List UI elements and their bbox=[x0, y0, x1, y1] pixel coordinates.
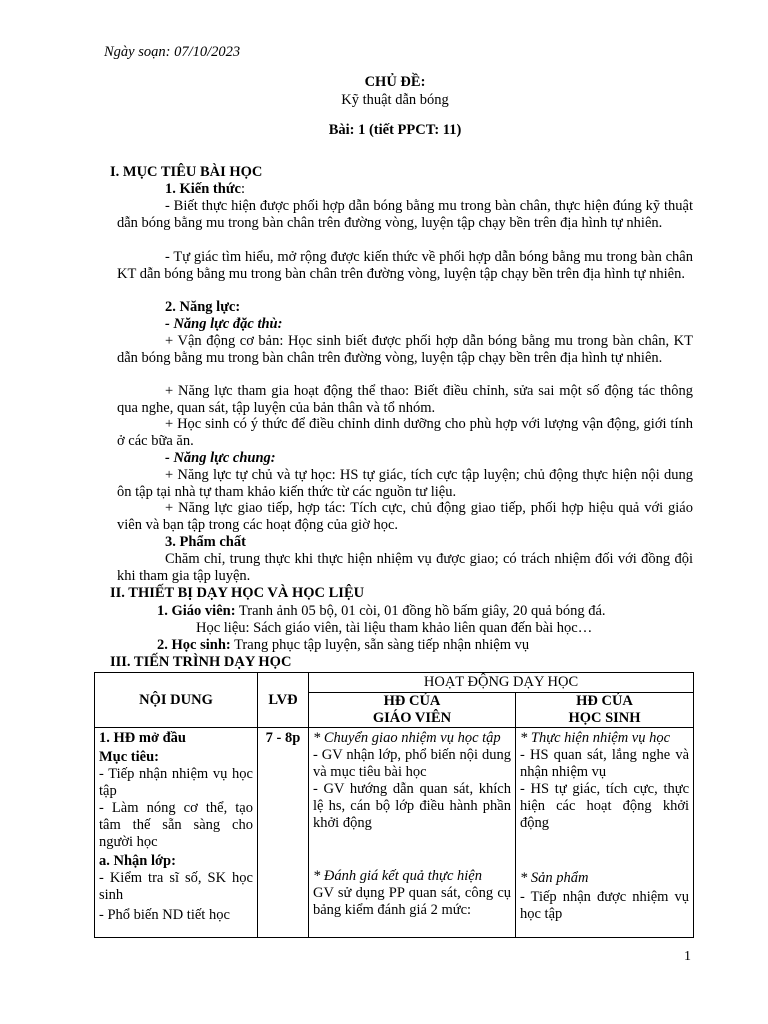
header-time: LVĐ bbox=[258, 673, 309, 728]
general-competency-1: + Năng lực tự chủ và tự học: HS tự giác, tích cực tập luyện; chủ động thực hiện nội dung ôn tập tại nhà tự tham khảo kiến thức từ các nguồn tư liệu. bbox=[117, 467, 693, 500]
header-teacher-line-1: HĐ CỦA bbox=[383, 693, 441, 709]
class-receipt-label: a. Nhận lớp: bbox=[99, 853, 176, 869]
teacher-task-heading: * Chuyển giao nhiệm vụ học tập bbox=[313, 730, 501, 746]
specific-competency-heading: - Năng lực đặc thù: bbox=[165, 316, 283, 332]
qualities-para: Chăm chỉ, trung thực khi thực hiện nhiệm vụ được giao; có trách nhiệm đối với đồng đội khi tham gia tập luyện. bbox=[117, 551, 693, 584]
specific-competency-2: + Năng lực tham gia hoạt động thể thao: Biết điều chỉnh, sửa sai một số động tác thông qua nghe, quan sát, tập luyện của bản thân và tổ nhóm. bbox=[117, 383, 693, 416]
objective-item: - Làm nóng cơ thể, tạo tâm thế sẵn sàng cho người học bbox=[99, 800, 253, 850]
topic-label: CHỦ ĐỀ: bbox=[364, 74, 426, 90]
specific-competency-1: + Vận động cơ bản: Học sinh biết được phối hợp dẫn bóng bằng mu trong bàn chân, KT dẫn bóng bằng mu trong bàn chân trên đường vòng, luyện tập chạy bền trên địa hình tự nhiên. bbox=[117, 333, 693, 366]
knowledge-title: 1. Kiến thức bbox=[165, 181, 241, 197]
page-number: 1 bbox=[684, 949, 691, 964]
lesson-title: Bài: 1 (tiết PPCT: 11) bbox=[328, 122, 462, 138]
content-cell bbox=[95, 728, 258, 938]
header-teacher bbox=[309, 693, 516, 728]
section-3-heading: III. TIẾN TRÌNH DẠY HỌC bbox=[110, 654, 292, 670]
learning-materials: Học liệu: Sách giáo viên, tài liệu tham khảo liên quan đến bài học… bbox=[196, 620, 593, 636]
objective-item: - Tiếp nhận nhiệm vụ học tập bbox=[99, 766, 253, 799]
header-student-line-2: HỌC SINH bbox=[568, 710, 641, 726]
date-line: Ngày soạn: 07/10/2023 bbox=[104, 44, 241, 60]
knowledge-heading bbox=[165, 181, 245, 198]
table-header-row bbox=[95, 673, 694, 693]
knowledge-para-1: - Biết thực hiện được phối hợp dẫn bóng bằng mu trong bàn chân, thực hiện đúng kỹ thuật dẫn bóng bằng mu trong bàn chân trên đường vòng, luyện tập chạy bền trên địa hình tự nhiên. bbox=[117, 198, 693, 231]
objective-label: Mục tiêu: bbox=[99, 749, 159, 765]
teacher-task-item: - GV hướng dẫn quan sát, khích lệ hs, cán bộ lớp điều hành phần khởi động bbox=[313, 781, 511, 831]
header-content: NỘI DUNG bbox=[95, 673, 258, 728]
student-equipment bbox=[157, 637, 529, 654]
student-label: 2. Học sinh: bbox=[157, 637, 231, 653]
student-task-heading: * Thực hiện nhiệm vụ học bbox=[520, 730, 671, 746]
section-2-heading: II. THIẾT BỊ DẠY HỌC VÀ HỌC LIỆU bbox=[110, 585, 365, 601]
knowledge-para-2: - Tự giác tìm hiểu, mở rộng được kiến thức về phối hợp dẫn bóng bằng mu trong bàn chân KT dẫn bóng bằng mu trong bàn chân trên đường vòng, luyện tập chạy bền trên địa hình tự nhiên. bbox=[117, 249, 693, 282]
student-task-item: - HS quan sát, lắng nghe và nhận nhiệm vụ bbox=[520, 747, 690, 780]
student-text: Trang phục tập luyện, sẵn sàng tiếp nhận nhiệm vụ bbox=[230, 637, 530, 653]
content-item: - Phổ biến ND tiết học bbox=[99, 907, 230, 923]
general-competency-2: + Năng lực giao tiếp, hợp tác: Tích cực, chủ động giao tiếp, phối hợp hiệu quả với giáo viên và bạn tập trong các hoạt động của giờ học. bbox=[117, 500, 693, 533]
student-task-item: - HS tự giác, tích cực, thực hiện các hoạt động khởi động bbox=[520, 781, 690, 831]
section-1-heading: I. MỤC TIÊU BÀI HỌC bbox=[110, 164, 263, 180]
teacher-equipment bbox=[157, 603, 606, 620]
general-competency-heading: - Năng lực chung: bbox=[165, 450, 276, 466]
topic-name: Kỹ thuật dẫn bóng bbox=[341, 92, 449, 108]
teacher-label: 1. Giáo viên: bbox=[157, 603, 236, 619]
header-student bbox=[516, 693, 694, 728]
teacher-text: Tranh ảnh 05 bộ, 01 còi, 01 đồng hồ bấm giây, 20 quả bóng đá. bbox=[235, 603, 606, 619]
time-cell: 7 - 8p bbox=[258, 728, 309, 938]
lesson-plan-table bbox=[94, 672, 694, 938]
qualities-heading: 3. Phẩm chất bbox=[165, 534, 246, 550]
teacher-assessment-item: GV sử dụng PP quan sát, công cụ bảng kiểm đánh giá 2 mức: bbox=[313, 885, 511, 918]
student-product-item: - Tiếp nhận được nhiệm vụ học tập bbox=[520, 889, 690, 922]
opening-activity-title: 1. HĐ mở đầu bbox=[99, 730, 186, 746]
table-row bbox=[95, 728, 694, 938]
header-activities: HOẠT ĐỘNG DẠY HỌC bbox=[309, 673, 694, 693]
teacher-assessment-heading: * Đánh giá kết quả thực hiện bbox=[313, 868, 482, 884]
student-product-heading: * Sản phẩm bbox=[520, 870, 589, 886]
competency-heading: 2. Năng lực: bbox=[165, 299, 241, 315]
knowledge-colon: : bbox=[240, 181, 245, 197]
header-teacher-line-2: GIÁO VIÊN bbox=[372, 710, 452, 726]
header-student-line-1: HĐ CỦA bbox=[576, 693, 633, 709]
teacher-task-item: - GV nhận lớp, phổ biến nội dung và mục tiêu bài học bbox=[313, 747, 511, 780]
content-item: - Kiểm tra sĩ số, SK học sinh bbox=[99, 870, 253, 903]
student-cell bbox=[516, 728, 694, 938]
specific-competency-3: + Học sinh có ý thức để điều chỉnh dinh dưỡng cho phù hợp với lượng vận động, giới tính ở các bữa ăn. bbox=[117, 416, 693, 449]
teacher-cell bbox=[309, 728, 516, 938]
